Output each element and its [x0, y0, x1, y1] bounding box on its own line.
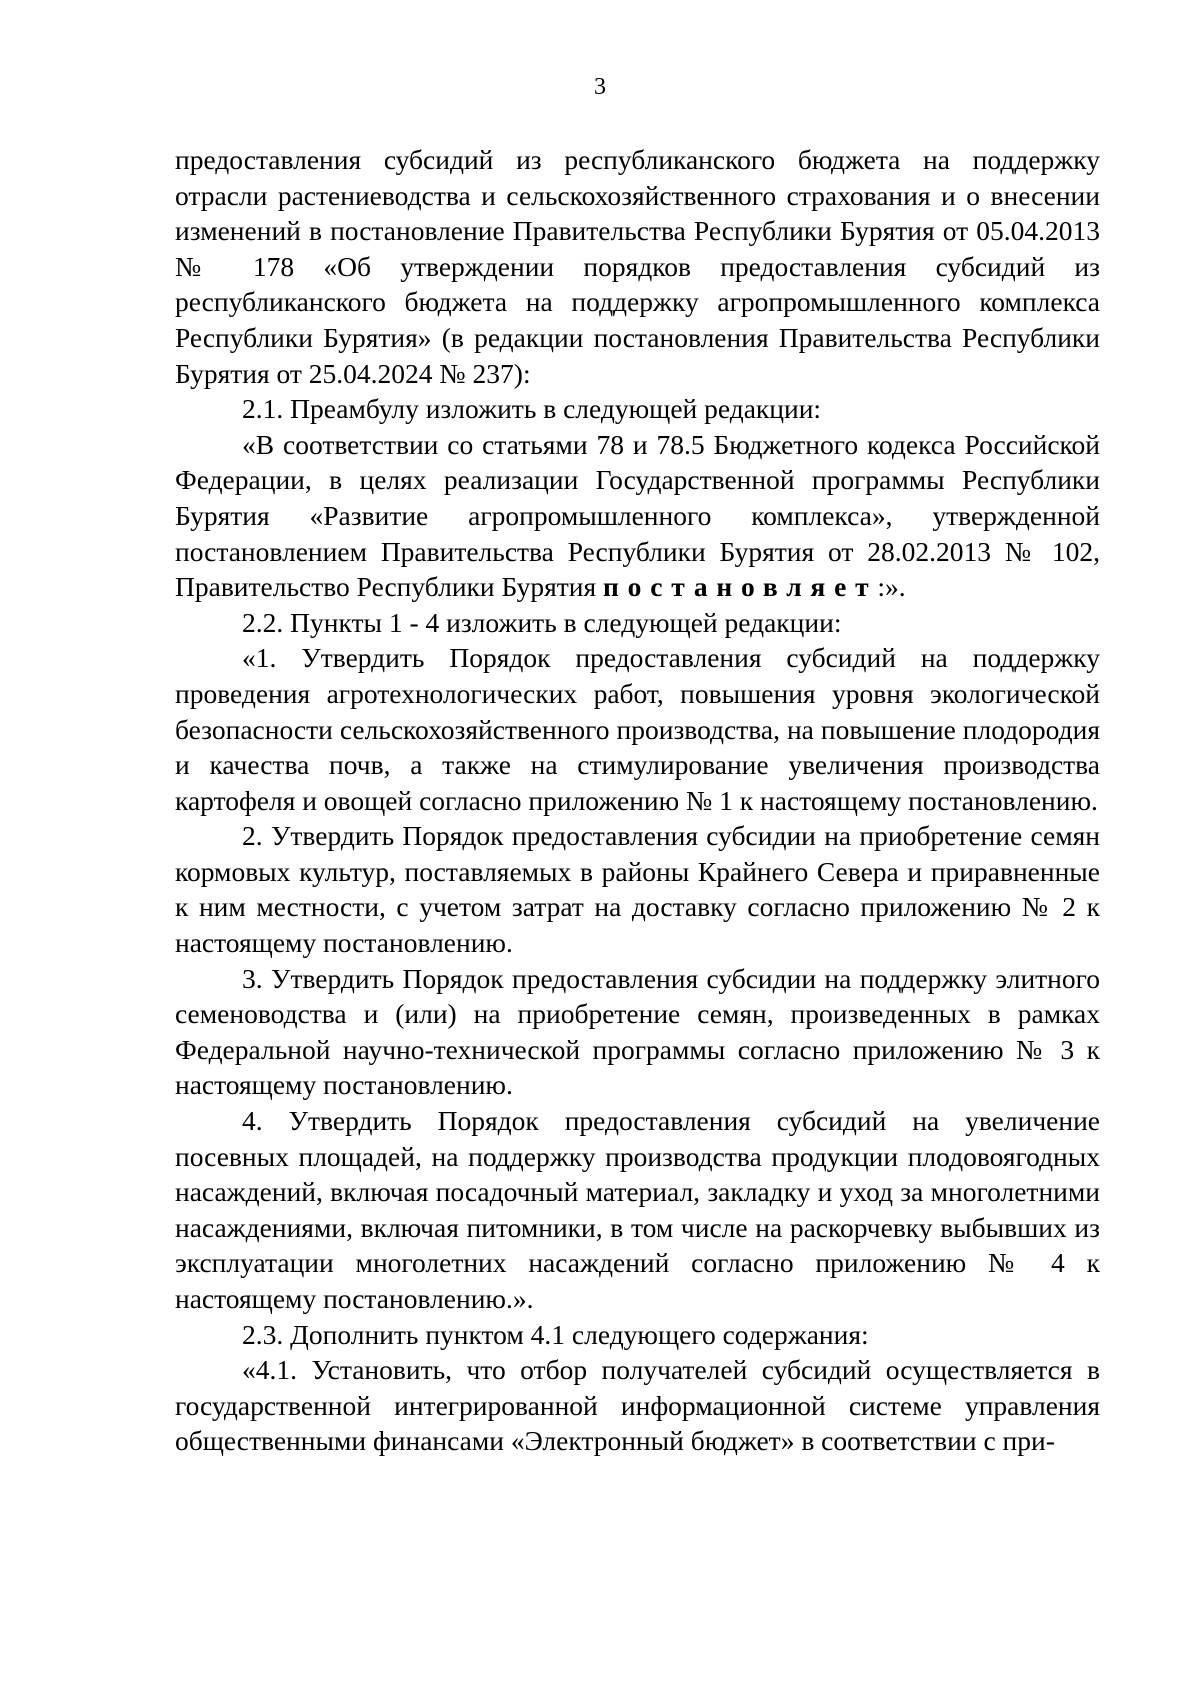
paragraph-continuation: предоставления субсидий из республиканского бюджета на поддержку отрасли растениеводства и сельскохозяйственного страхования и о внесении изменений в постановление Правительства Республики Бурятия от 05.04.2013 № 178 «Об утверждении порядков предоставления субсидий из республиканского бюджета на поддержку агропромышленного комплекса Республики Бурятия» (в редакции постановления Правительства Республики Бурятия от 25.04.2024 № 237): [175, 144, 1100, 389]
paragraph-item-3: 3. Утвердить Порядок предоставления субсидии на поддержку элитного семеноводства и (или) на приобретение семян, произведенных в рамках Федеральной научно-технической программы согласно приложению № 3 к настоящему постановлению. [175, 962, 1100, 1101]
paragraph-2-2: 2.2. Пункты 1 - 4 изложить в следующей редакции: [242, 606, 842, 638]
paragraph-item-4-1: «4.1. Установить, что отбор получателей субсидий осуществляется в государственной интегрированной информационной системе управления общественными финансами «Электронный бюджет» в соответствии с при- [175, 1354, 1100, 1457]
paragraph-item-1: «1. Утвердить Порядок предоставления субсидий на поддержку проведения агротехнологических работ, повышения уровня экологической безопасности сельскохозяйственного производства, на повышение плодородия и качества почв, а также на стимулирование увеличения производства картофеля и овощей согласно приложению № 1 к настоящему постановлению. [175, 642, 1100, 816]
paragraph-item-2: 2. Утвердить Порядок предоставления субсидии на приобретение семян кормовых культур, поставляемых в районы Крайнего Севера и приравненные к ним местности, с учетом затрат на доставку согласно приложению № 2 к настоящему постановлению. [175, 820, 1100, 959]
preamble-ending: :». [877, 571, 906, 603]
paragraph-2-1: 2.1. Преамбулу изложить в следующей редакции: [242, 393, 822, 425]
page-number: 3 [594, 74, 606, 100]
paragraph-item-4: 4. Утвердить Порядок предоставления субсидий на увеличение посевных площадей, на поддержку производства продукции плодовоягодных насаждений, включая посадочный материал, закладку и уход за многолетними насаждениями, включая питомники, в том числе на раскорчевку выбывших из эксплуатации многолетних насаждений согласно приложению № 4 к настоящему постановлению.». [175, 1105, 1100, 1314]
preamble-text: «В соответствии со статьями 78 и 78.5 Бюджетного кодекса Российской Федерации, в целях реализации Государственной программы Республики Бурятия «Развитие агропромышленного комплекса», утвержденной постановлением Правительства Республики Бурятия от 28.02.2013 № 102, Правительство Республики Бурятия [175, 428, 1100, 603]
document-body [175, 142, 1100, 1459]
paragraph-2-3: 2.3. Дополнить пунктом 4.1 следующего содержания: [242, 1318, 869, 1350]
preamble-emphasis: постановляет [603, 571, 878, 603]
paragraph-preamble [175, 427, 1100, 605]
